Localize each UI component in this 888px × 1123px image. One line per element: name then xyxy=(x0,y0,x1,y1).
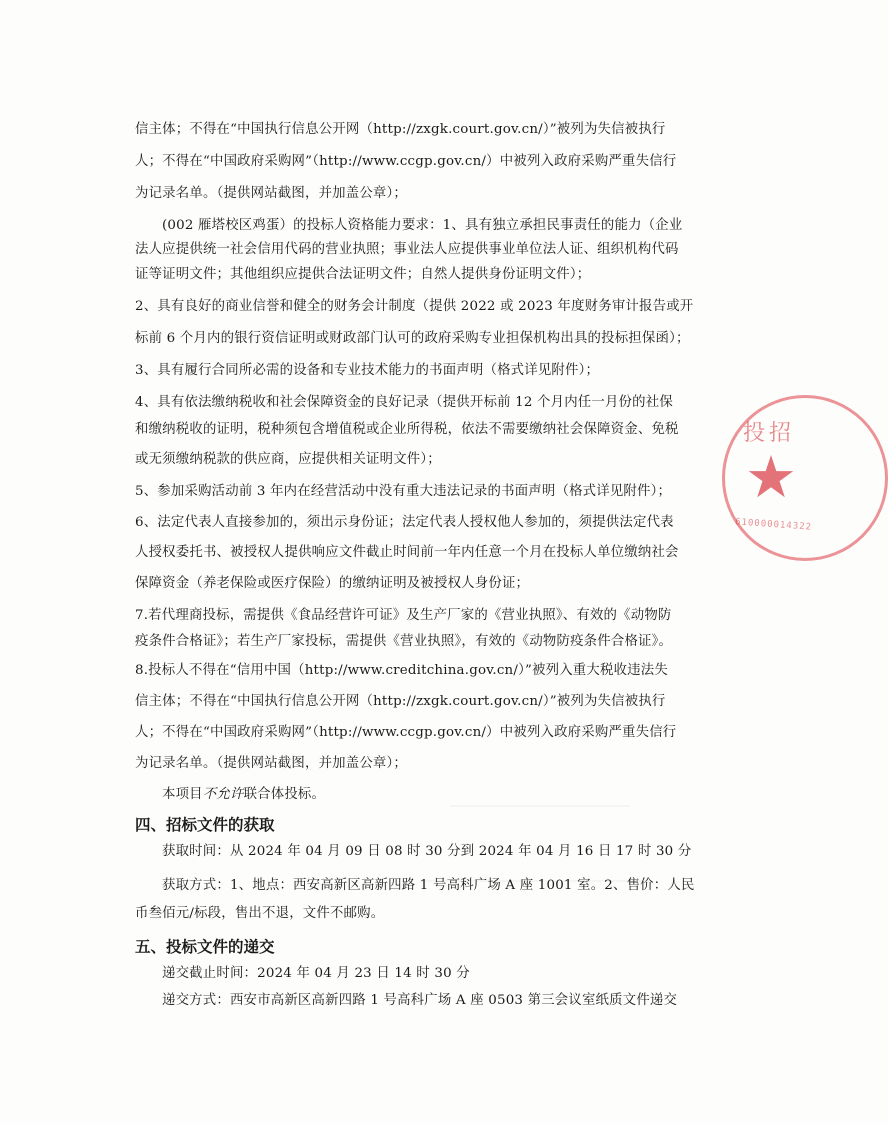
text-line: 证等证明文件；其他组织应提供合法证明文件；自然人提供身份证明文件）； xyxy=(135,267,591,282)
text-line: 获取时间：从 2024 年 04 月 09 日 08 时 30 分到 2024 年 04 月 16 日 17 时 30 分 xyxy=(162,844,692,859)
text-line: 人授权委托书、被授权人提供响应文件截止时间前一年内任意一个月在投标人单位缴纳社会 xyxy=(135,545,679,560)
text-span: 联合体投标。 xyxy=(243,787,326,802)
text-line: 4、具有依法缴纳税收和社会保障资金的良好记录（提供开标前 12 个月内任一月份的社保 xyxy=(135,395,673,410)
text-line: 币叁佰元/标段，售出不退，文件不邮购。 xyxy=(135,906,385,921)
text-line: 递交截止时间：2024 年 04 月 23 日 14 时 30 分 xyxy=(162,966,470,981)
text-line: 6、法定代表人直接参加的，须出示身份证；法定代表人授权他人参加的，须提供法定代表 xyxy=(135,515,674,530)
text-line: 和缴纳税收的证明，税种须包含增值税或企业所得税，依法不需要缴纳社会保障资金、免税 xyxy=(135,422,679,437)
text-line: 或无须缴纳税款的供应商，应提供相关证明文件）； xyxy=(135,452,441,467)
text-line: 7.若代理商投标，需提供《食品经营许可证》及生产厂家的《营业执照》、有效的《动物防 xyxy=(135,608,672,623)
company-seal xyxy=(722,395,888,561)
text-line: 保障资金（养老保险或医疗保险）的缴纳证明及被授权人身份证； xyxy=(135,576,530,591)
bleed-through-mark xyxy=(450,805,630,807)
seal-text: 投招 xyxy=(743,421,796,446)
text-line: 疫条件合格证》；若生产厂家投标，需提供《营业执照》，有效的《动物防疫条件合格证》。 xyxy=(135,634,673,649)
star-icon: ★ xyxy=(745,443,797,511)
text-line: 人；不得在“中国政府采购网”（http://www.ccgp.gov.cn/）中被列入政府采购严重失信行 xyxy=(135,154,677,169)
seal-code: 610000014322 xyxy=(734,517,813,533)
text-line: 信主体；不得在“中国执行信息公开网（http://zxgk.court.gov.cn/）”被列为失信被执行 xyxy=(135,122,666,137)
text-line: 信主体；不得在“中国执行信息公开网（http://zxgk.court.gov.cn/）”被列为失信被执行 xyxy=(135,694,666,709)
text-line: 法人应提供统一社会信用代码的营业执照；事业法人应提供事业单位法人证、组织机构代码 xyxy=(135,242,679,257)
text-line: 5、参加采购活动前 3 年内在经营活动中没有重大违法记录的书面声明（格式详见附件）； xyxy=(135,484,672,499)
text-line: 为记录名单。（提供网站截图，并加盖公章）； xyxy=(135,186,408,201)
text-line: 递交方式：西安市高新区高新四路 1 号高科广场 A 座 0503 第三会议室纸质文件递交 xyxy=(162,993,678,1008)
section-heading: 四、招标文件的获取 xyxy=(135,816,275,834)
text-line: (002 雁塔校区鸡蛋）的投标人资格能力要求：1、具有独立承担民事责任的能力（企业 xyxy=(162,218,683,233)
text-line: 获取方式：1、地点：西安高新区高新四路 1 号高科广场 A 座 1001 室。2、售价：人民 xyxy=(162,878,695,893)
section-heading: 五、投标文件的递交 xyxy=(135,938,275,956)
text-line: 人；不得在“中国政府采购网”（http://www.ccgp.gov.cn/）中被列入政府采购严重失信行 xyxy=(135,725,677,740)
text-line: 8.投标人不得在“信用中国（http://www.creditchina.gov.cn/）”被列入重大税收违法失 xyxy=(135,663,668,678)
text-span: 本项目 xyxy=(162,787,203,802)
text-line: 标前 6 个月内的银行资信证明或财政部门认可的政府采购专业担保机构出具的投标担保函）； xyxy=(135,331,690,346)
text-line: 3、具有履行合同所必需的设备和专业技术能力的书面声明（格式详见附件）； xyxy=(135,363,600,378)
text-line xyxy=(162,786,325,804)
text-line: 为记录名单。（提供网站截图，并加盖公章）； xyxy=(135,756,408,771)
text-line: 2、具有良好的商业信誉和健全的财务会计制度（提供 2022 或 2023 年度财务审计报告或开 xyxy=(135,299,694,314)
emphasis-text: 不允许 xyxy=(202,787,244,802)
